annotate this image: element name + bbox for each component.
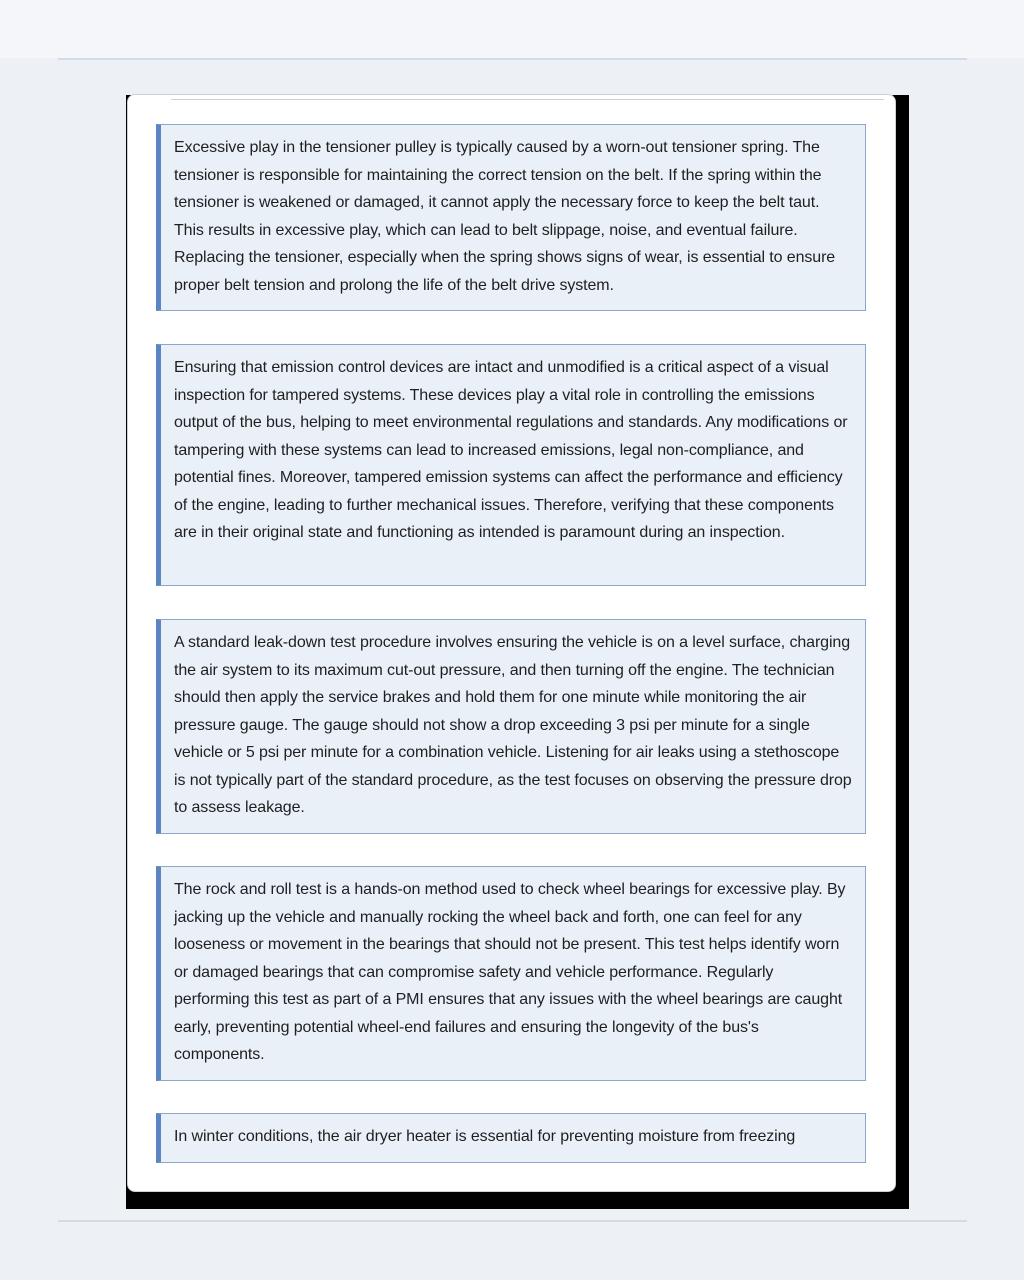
explanation-card-3 [156,619,866,834]
explanation-card-4 [156,866,866,1081]
document-page[interactable] [127,94,896,1192]
page-top-rule [171,99,884,100]
explanation-text-2: Ensuring that emission control devices are intact and unmodified is a critical aspect of a visual inspection for tampered systems. These devices play a vital role in controlling the emissions output of the bus, helping to meet environmental regulations and standards. Any modifications or tampering with these systems can lead to increased emissions, legal non-compliance, and potential fines. Moreover, tampered emission systems can affect the performance and efficiency of the engine, leading to further mechanical issues. Therefore, verifying that these components are in their original state and functioning as intended is paramount during an inspection. [174,359,848,541]
explanation-text-1: Excessive play in the tensioner pulley is typically caused by a worn-out tensioner spring. The tensioner is responsible for maintaining the correct tension on the belt. If the spring within the tensioner is weakened or damaged, it cannot apply the necessary force to keep the belt taut. This results in excessive play, which can lead to belt slippage, noise, and eventual failure. Replacing the tensioner, especially when the spring shows signs of wear, is essential to ensure proper belt tension and prolong the life of the belt drive system. [174,139,836,294]
explanation-card-5 [156,1113,866,1163]
bottom-divider [58,1220,967,1222]
top-divider [58,58,967,60]
explanation-text-4: The rock and roll test is a hands-on method used to check wheel bearings for excessive play. By jacking up the vehicle and manually rocking the wheel back and forth, one can feel for any looseness or movement in the bearings that should not be present. This test helps identify worn or damaged bearings that can compromise safety and vehicle performance. Regularly performing this test as part of a PMI ensures that any issues with the wheel bearings are caught early, preventing potential wheel-end failures and ensuring the longevity of the bus's components. [174,881,846,1063]
explanation-card-2 [156,344,866,586]
explanation-card-1 [156,124,866,311]
explanation-text-3: A standard leak-down test procedure involves ensuring the vehicle is on a level surface, charging the air system to its maximum cut-out pressure, and then turning off the engine. The technician should then apply the service brakes and hold them for one minute while monitoring the air pressure gauge. The gauge should not show a drop exceeding 3 psi per minute for a single vehicle or 5 psi per minute for a combination vehicle. Listening for air leaks using a stethoscope is not typically part of the standard procedure, as the test focuses on observing the pressure drop to assess leakage. [174,634,852,816]
explanation-text-5: In winter conditions, the air dryer heater is essential for preventing moisture from freezing [174,1128,796,1145]
top-bar [0,0,1024,58]
